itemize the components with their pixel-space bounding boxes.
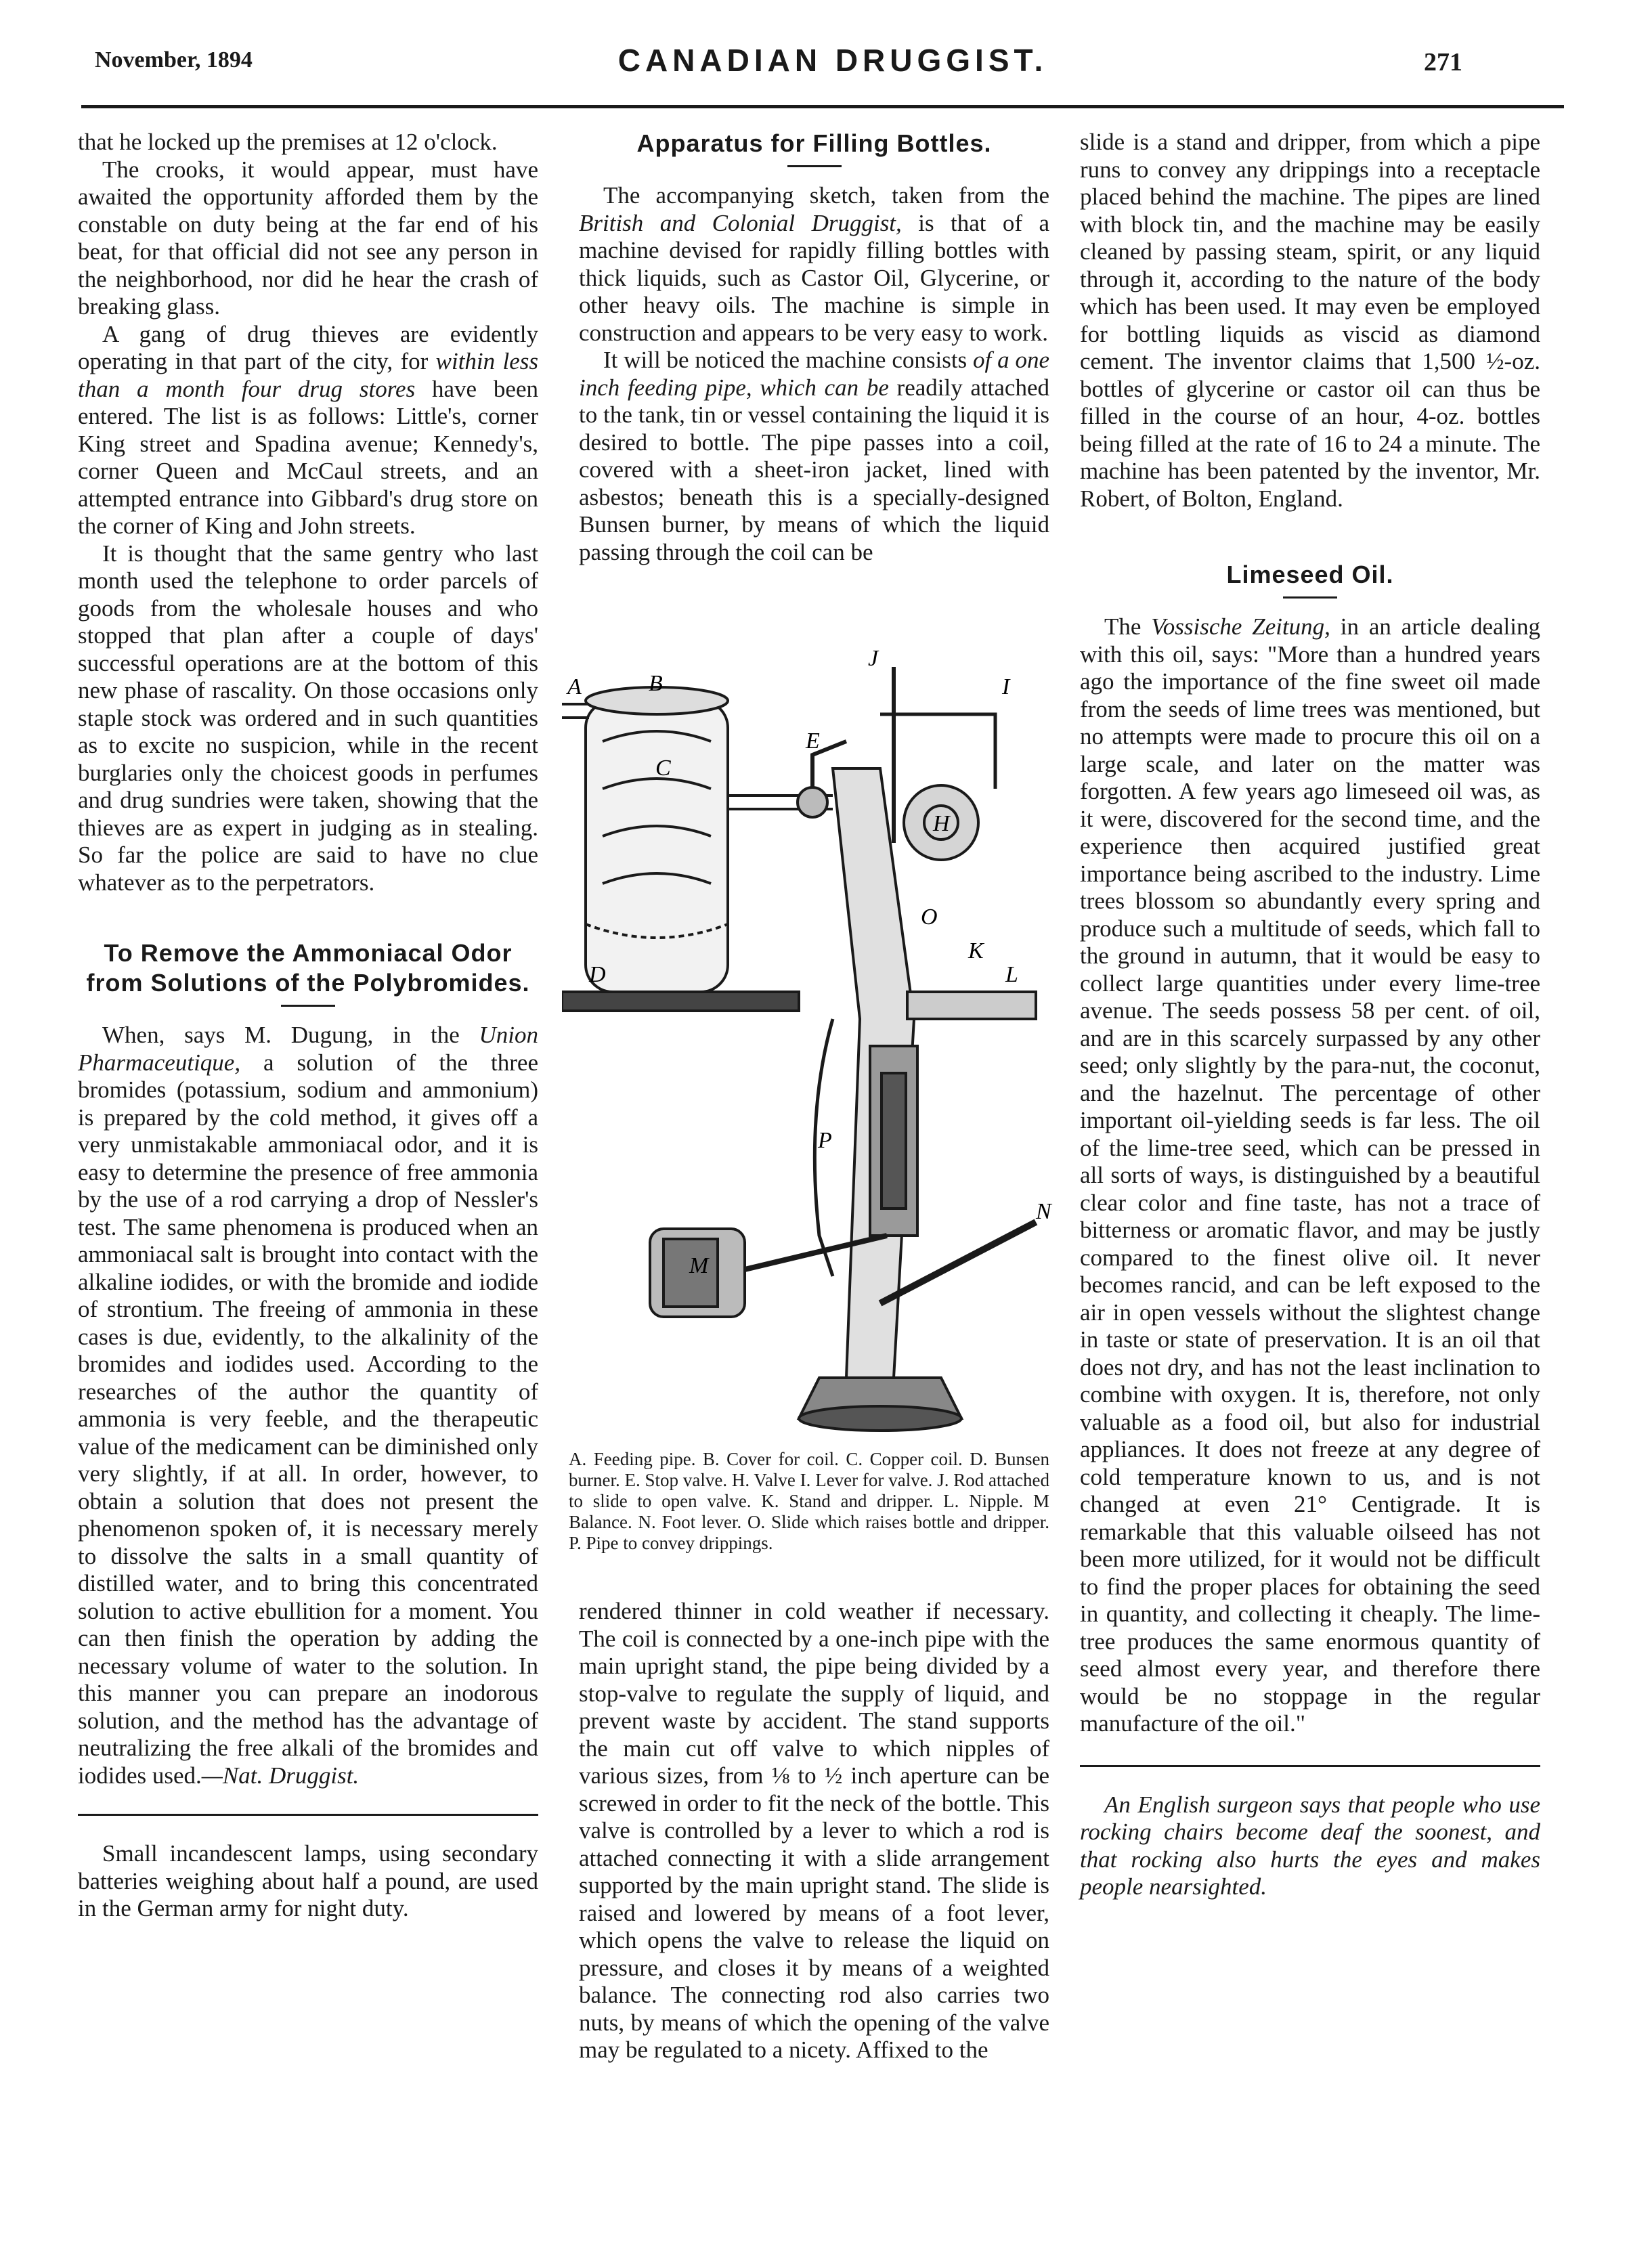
- figure-caption: A. Feeding pipe. B. Cover for coil. C. Copper coil. D. Bunsen burner. E. Stop valve. H. Valve I. Lever for valve. J. Rod attached to slide to open valve. K. Stand and dripper. L. Nipple. M Balance. N. Foot lever. O. Slide which raises bottle and dripper. P. Pipe to convey drippings.: [569, 1449, 1049, 1553]
- paragraph: slide is a stand and dripper, from which a pipe runs to convey any drippings into a receptacle placed behind the machine. The pipes are lined with block tin, and the machine may be easily cleaned by passing steam, spirit, or any liquid through it, according to the nature of the body which has been used. It may even be employed for bottling liquids as viscid as diamond cement. The inventor claims that 1,500 ½-oz. bottles of glycerine or castor oil can thus be filled in the course of an hour, 4-oz. bottles being filled at the rate of 16 to 24 a minute. The machine has been patented by the inventor, Mr. Robert, of Bolton, England.: [1080, 129, 1540, 512]
- paragraph: An English surgeon says that people who use rocking chairs become deaf the soonest, and that rocking also hurts the eyes and makes people nearsighted.: [1080, 1791, 1540, 1900]
- paragraph: rendered thinner in cold weather if necessary. The coil is connected by a one-inch pipe with the main upright stand, the pipe being divided by a stop-valve to regulate the supply of liquid, and prevent waste by accident. The stand supports the main cut off valve to which nipples of various sizes, from ⅛ to ½ inch aperture can be screwed in order to fit the neck of the bottle. This valve is controlled by a lever to which a rod is attached connecting it with a slide arrangement supported by the main upright stand. The slide is raised and lowered by means of a foot lever, which opens the valve to release the liquid on pressure, and closes it by means of a weighted balance. The connecting rod also carries two nuts, by means of which the opening of the valve may be regulated to a nicety. Affixed to the: [579, 1598, 1049, 2063]
- figure-label: C: [655, 756, 671, 781]
- header-date: November, 1894: [95, 47, 253, 72]
- figure-label: I: [1002, 674, 1010, 699]
- title-rule: [281, 1005, 335, 1007]
- column-right: [1080, 129, 1540, 1901]
- journal-title: CANADIAN DRUGGIST.: [617, 43, 1048, 78]
- column-middle: [579, 129, 1049, 566]
- paragraph: The Vossische Zeitung, in an article dealing with this oil, says: "More than a hundred years ago the importance of the fine sweet oil made from the seeds of lime trees was mentioned, but no attempts were made to procure this oil on a large scale, and later on the matter was forgotten. A few years ago limeseed oil was, as it were, discovered for the second time, and the experience then acquired justified great importance being ascribed to the industry. Lime trees blossom so abundantly every spring and produce such a multitude of seeds, which fall to the ground in autumn, that it would be easy to collect large quantities under every lime-tree avenue. The seeds possess 58 per cent. of oil, and are in this scarcely surpassed by any other seed; only slightly by the para-nut, the coconut, and the hazelnut. The percentage of other important oil-yielding seeds is far less. The oil of the lime-tree seed, which can be pressed in all sorts of ways, is distinguished by a beautiful clear color and fine taste, has not a trace of bitterness or aromatic flavor, and may be justly compared to the finest olive oil. It never becomes rancid, and can be left exposed to the air in open vessels without the slightest change in taste or state of preservation. It is an oil that does not dry, and has not the least inclination to combine with oxygen. It is, therefore, not only valuable as a food oil, but also for industrial appliances. It does not freeze at any degree of cold temperature known to us, and is not changed at even 21° Centigrade. It is remarkable that this valuable oilseed has not been more utilized, for it would not be difficult to find the proper places for obtaining the seed in quantity, and collecting it cheaply. The lime-tree produces the same enormous quantity of seed almost every year, and therefore there would be no stoppage in the regular manufacture of the oil.": [1080, 613, 1540, 1737]
- title-rule: [1283, 596, 1337, 599]
- title-rule: [787, 165, 842, 167]
- paragraph: It will be noticed the machine consists of a one inch feeding pipe, which can be readily attached to the tank, tin or vessel containing the liquid it is desired to bottle. The pipe passes into a coil, covered with a sheet-iron jacket, lined with asbestos; beneath this is a specially-designed Bunsen burner, by means of which the liquid passing through the coil can be: [579, 347, 1049, 565]
- figure-label: N: [1036, 1199, 1051, 1224]
- figure-label: D: [589, 962, 606, 987]
- column-left: [78, 129, 538, 1923]
- paragraph: A gang of drug thieves are evidently operating in that part of the city, for within less than a month four drug stores have been entered. The list is as follows: Little's, corner King street and Spadina avenue; Kennedy's, corner Queen and McCaul streets, and an attempted entrance into Gibbard's drug store on the corner of King and John streets.: [78, 320, 538, 539]
- figure-label: B: [649, 671, 663, 696]
- paragraph: It is thought that the same gentry who last month used the telephone to order parcels of goods from the wholesale houses and who stopped that plan after a couple of days' successful operations are at the bottom of this new phase of rascality. On those occasions only staple stock was ordered and in such quantities as to excite no suspicion, while in the recent burglaries only the choicest goods in perfumes and drug sundries were taken, showing that the thieves are as expert in judging as in stealing. So far the police are said to have no clue whatever as to the perpetrators.: [78, 540, 538, 896]
- header-rule: [81, 105, 1564, 108]
- figure-label: L: [1005, 962, 1018, 987]
- paragraph: When, says M. Dugung, in the Union Pharmaceutique, a solution of the three bromides (potassium, sodium and ammonium) is prepared by the cold method, it gives off a very unmistakable ammoniacal odor, and it is easy to determine the presence of free ammonia by the use of a rod carrying a drop of Nessler's test. The same phenomena is produced when an ammoniacal salt is brought into contact with the alkaline iodides, or with the bromide and iodide of strontium. The freeing of ammonia in these cases is due, evidently, to the alkalinity of the bromides and iodides used. According to the researches of the author the quantity of ammonia is very feeble, and the therapeutic value of the medicament can be diminished only very slightly, if at all. In order, however, to obtain a solution that does not present the phenomenon spoken of, it is necessary merely to dissolve the salts in a small quantity of distilled water, and to bring this concentrated solution to active ebullition for a moment. You can then finish the operation by adding the necessary volume of water to the solution. In this manner you can prepare an inodorous solution, and the method has the advantage of neutralizing the free alkali of the bromides and iodides used.—Nat. Druggist.: [78, 1022, 538, 1789]
- paragraph: Small incandescent lamps, using secondary batteries weighing about half a pound, are used in the German army for night duty.: [78, 1840, 538, 1921]
- figure-label: H: [933, 811, 950, 836]
- figure-label: E: [806, 728, 820, 754]
- article-title-limeseed: Limeseed Oil.: [1226, 561, 1394, 588]
- figure-label: K: [968, 938, 984, 963]
- page-number: 271: [1424, 48, 1462, 77]
- article-title-ammonia: To Remove the Ammoniacal Odor from Solutions of the Polybromides.: [86, 939, 530, 997]
- figure-label: A: [567, 674, 582, 699]
- figure-label: P: [818, 1128, 832, 1153]
- figure-label: M: [689, 1253, 709, 1278]
- paragraph: The crooks, it would appear, must have awaited the opportunity afforded them by the constable on duty being at the far end of his beat, for that official did not see any person in the neighborhood, nor did he hear the crash of breaking glass.: [78, 156, 538, 320]
- figure-label: J: [868, 646, 879, 671]
- figure-label: O: [921, 905, 938, 930]
- bottle-filling-machine-illustration: [562, 640, 1063, 1439]
- paragraph: that he locked up the premises at 12 o'clock.: [78, 129, 498, 155]
- column-middle-continued: [579, 1598, 1049, 2064]
- paragraph: The accompanying sketch, taken from the British and Colonial Druggist, is that of a machine devised for rapidly filling bottles with thick liquids, such as Castor Oil, Glycerine, or other heavy oils. The machine is simple in construction and appears to be very easy to work.: [579, 182, 1049, 346]
- article-title-apparatus: Apparatus for Filling Bottles.: [636, 129, 992, 157]
